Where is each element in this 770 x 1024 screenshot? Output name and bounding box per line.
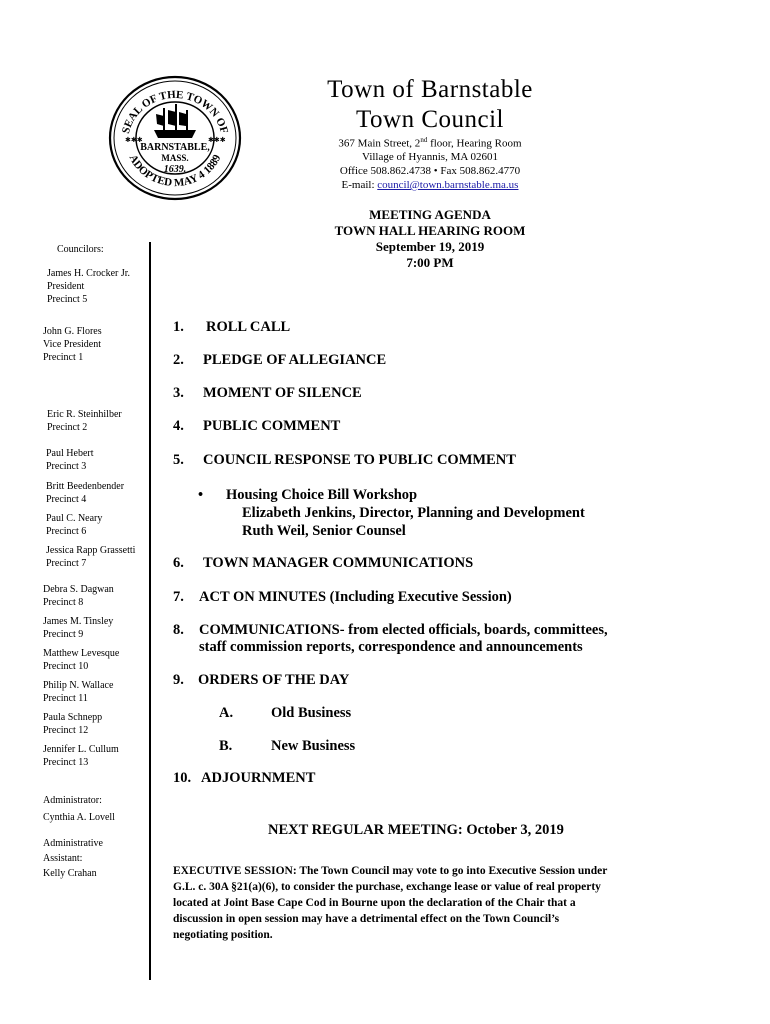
agenda-date: September 19, 2019 <box>375 239 485 254</box>
workshop-presenter: Elizabeth Jenkins, Director, Planning and Development <box>242 505 585 521</box>
agenda-item: 4. PUBLIC COMMENT <box>173 418 341 434</box>
agenda-item: 9. ORDERS OF THE DAY <box>173 672 350 688</box>
councilor-entry: Matthew Levesque Precinct 10 <box>43 648 120 672</box>
ship-icon <box>154 104 196 138</box>
agenda-item: 6. TOWN MANAGER COMMUNICATIONS <box>173 555 474 571</box>
seal-star-left: ✱✱✱ <box>125 136 143 144</box>
councilor-entry: Jessica Rapp Grassetti Precinct 7 <box>46 545 136 569</box>
councilor-entry: Jennifer L. Cullum Precinct 13 <box>43 744 119 768</box>
agenda-time: 7:00 PM <box>406 255 454 270</box>
workshop-bullet: • <box>198 487 204 503</box>
councilor-entry: Debra S. Dagwan Precinct 8 <box>43 584 114 608</box>
agenda-item: 10. ADJOURNMENT <box>173 770 316 786</box>
header-address: 367 Main Street, 2nd floor, Hearing Room <box>338 136 522 150</box>
administrator-block: Administrator: Cynthia A. Lovell <box>43 795 115 823</box>
councilor-entry: Philip N. Wallace Precinct 11 <box>43 680 114 704</box>
next-meeting: NEXT REGULAR MEETING: October 3, 2019 <box>268 822 564 838</box>
assistant-block: Administrative Assistant: Kelly Crahan <box>43 838 103 879</box>
town-seal-logo <box>106 72 244 202</box>
seal-star-right: ✱✱✱ <box>208 136 226 144</box>
seal-center-line1: BARNSTABLE, <box>140 142 210 153</box>
agenda-item: 2. PLEDGE OF ALLEGIANCE <box>173 352 387 368</box>
order-item: B. New Business <box>219 738 356 754</box>
seal-center-line2: MASS. <box>161 153 189 163</box>
councilor-entry: Paul C. Neary Precinct 6 <box>46 513 103 537</box>
workshop-presenter: Ruth Weil, Senior Counsel <box>242 523 406 539</box>
header-title: Town of Barnstable <box>327 76 533 103</box>
councilor-entry: Paula Schnepp Precinct 12 <box>43 712 103 736</box>
workshop-title: Housing Choice Bill Workshop <box>226 487 418 503</box>
councilor-entry: James H. Crocker Jr. President Precinct 5 <box>47 268 131 305</box>
sidebar-divider <box>149 242 151 980</box>
header-city: Village of Hyannis, MA 02601 <box>362 151 498 163</box>
header-email: E-mail: council@town.barnstable.ma.us <box>341 179 519 191</box>
councilor-entry: Britt Beedenbender Precinct 4 <box>46 481 125 505</box>
agenda-item: 7. ACT ON MINUTES (Including Executive Session) <box>173 589 512 605</box>
councilors-heading: Councilors: <box>57 244 104 255</box>
councilor-entry: Paul Hebert Precinct 3 <box>46 448 94 472</box>
executive-session-note: EXECUTIVE SESSION: The Town Council may vote to go into Executive Session under G.L. c. 30A §21(a)(6), to consider the purchase, exchange lease or value of real property located at Joint Base Cape Cod in Bourne upon the declaration of the Chair that a discussion in open session may have a detrimental effect on the Town Council’s negotiating position. <box>173 865 608 941</box>
email-link[interactable]: council@town.barnstable.ma.us <box>377 179 519 191</box>
councilor-entry: James M. Tinsley Precinct 9 <box>43 616 114 640</box>
agenda-item: 1. ROLL CALL <box>173 319 291 335</box>
agenda-location: TOWN HALL HEARING ROOM <box>334 223 526 238</box>
councilor-entry: John G. Flores Vice President Precinct 1 <box>43 326 102 363</box>
order-item: A. Old Business <box>219 705 352 721</box>
agenda-title: MEETING AGENDA <box>369 207 491 222</box>
agenda-item: 5. COUNCIL RESPONSE TO PUBLIC COMMENT <box>173 452 516 468</box>
header-phone: Office 508.862.4738 • Fax 508.862.4770 <box>339 165 521 177</box>
agenda-item: 8. COMMUNICATIONS- from elected officials, boards, committees, <box>173 622 608 638</box>
seal-center-line3: 1639. <box>163 164 187 175</box>
seal-ring-top: SEAL OF THE TOWN OF <box>119 88 231 135</box>
agenda-item-continuation: staff commission reports, correspondence and announcements <box>199 639 583 655</box>
seal-ring-bottom: ADOPTED MAY 4 1889 <box>126 152 224 190</box>
agenda-item: 3. MOMENT OF SILENCE <box>173 385 362 401</box>
header-subtitle: Town Council <box>356 106 504 133</box>
councilor-entry: Eric R. Steinhilber Precinct 2 <box>47 409 122 433</box>
